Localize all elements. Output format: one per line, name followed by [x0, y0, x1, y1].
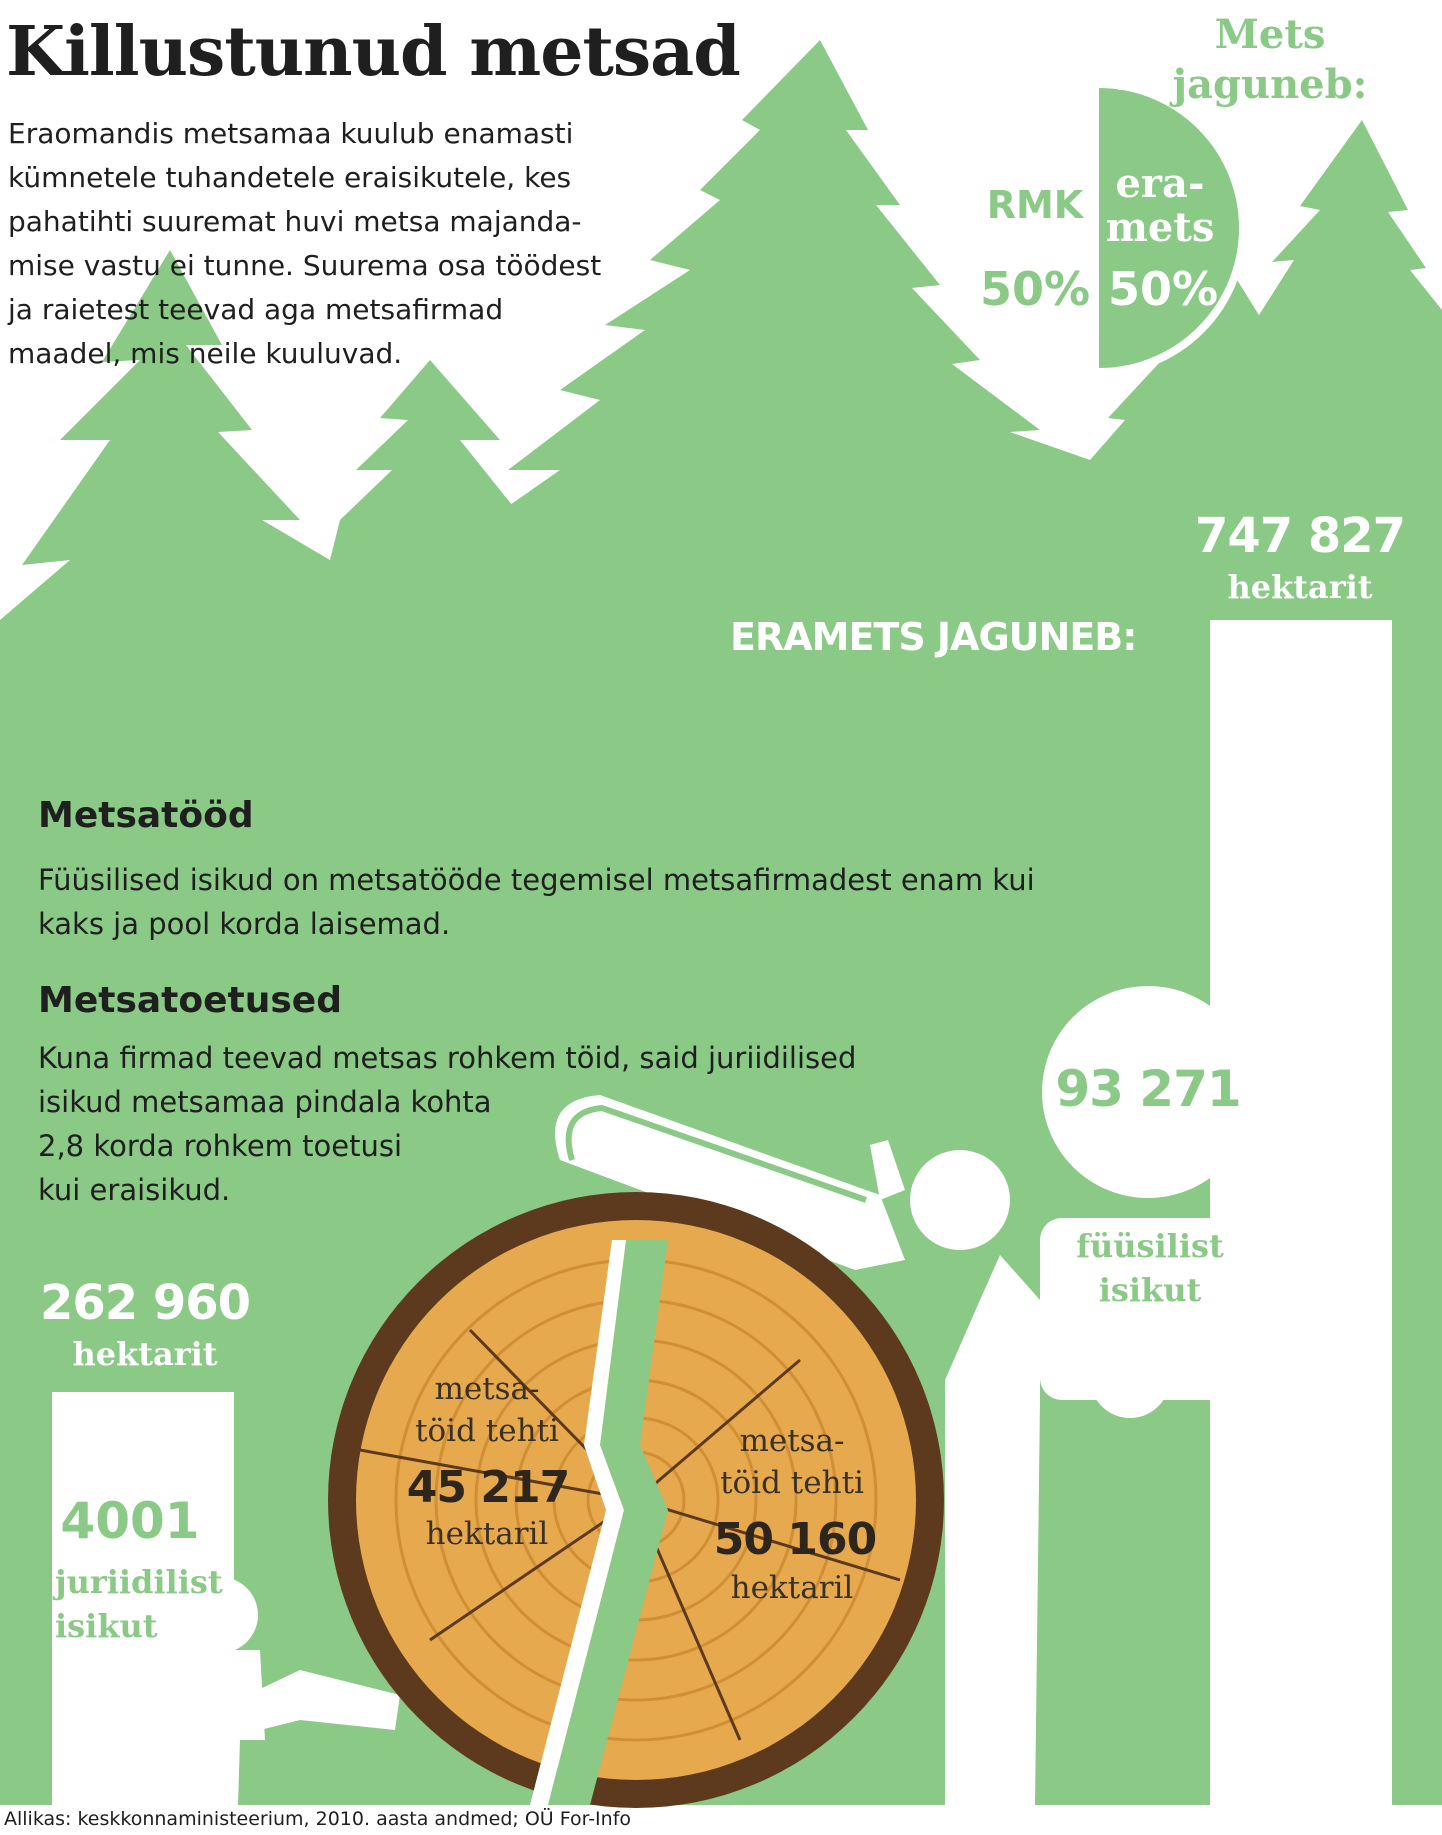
natural-owners-label-line: füüsilist	[1076, 1227, 1224, 1265]
natural-worked-label-line: metsa-	[739, 1423, 845, 1459]
natural-hectares: 747 827	[1194, 508, 1406, 564]
intro-line: mise vastu ei tunne. Suurema osa töödest	[8, 249, 602, 282]
metsatoetused-heading: Metsatoetused	[38, 980, 342, 1021]
legal-worked-label-line: metsa-	[434, 1371, 540, 1407]
natural-owners-count: 93 271	[1055, 1060, 1241, 1118]
legal-owners-label-line: isikut	[55, 1607, 158, 1645]
bar-natural-persons-notch	[1124, 1565, 1176, 1805]
split-label-line: Mets	[1214, 11, 1326, 58]
bar-natural-persons	[1210, 620, 1392, 1805]
intro-line: pahatihti suuremat huvi metsa majanda-	[8, 205, 582, 238]
metsatoetused-line: 2,8 korda rohkem toetusi	[38, 1129, 403, 1163]
natural-worked-label	[692, 1420, 892, 1504]
legal-hectares: 262 960	[39, 1275, 251, 1331]
pie-eramets-name-line: era-	[1115, 160, 1205, 207]
metsatood-line: kaks ja pool korda laisemad.	[38, 907, 451, 941]
legal-worked-unit: hektaril	[425, 1516, 549, 1552]
legal-owners-label	[55, 1560, 255, 1648]
metsatood-heading: Metsatööd	[38, 795, 254, 836]
split-label	[1150, 10, 1390, 110]
metsatood-text	[38, 858, 1198, 946]
natural-owners-label-line: isikut	[1098, 1271, 1202, 1309]
intro-line: Eraomandis metsamaa kuulub enamasti	[8, 117, 574, 150]
pie-rmk-value: 50%	[979, 262, 1091, 316]
legal-worked-label-line: töid tehti	[415, 1413, 559, 1449]
metsatoetused-line: isikud metsamaa pindala kohta	[38, 1085, 492, 1119]
legal-owners-count: 4001	[60, 1492, 200, 1550]
natural-worked-value: 50 160	[713, 1514, 877, 1565]
legal-worked-value: 45 217	[406, 1462, 570, 1513]
private-forest-heading: ERAMETS JAGUNEB:	[730, 615, 1137, 659]
intro-text	[8, 112, 718, 376]
natural-worked-unit: hektaril	[730, 1570, 854, 1606]
legal-hectares-unit: hektarit	[72, 1335, 218, 1373]
intro-line: ja raietest teevad aga metsafirmad	[8, 293, 504, 326]
legal-worked-label	[392, 1368, 582, 1452]
pie-eramets-name-line: mets	[1105, 204, 1215, 251]
metsatoetused-text	[38, 1036, 998, 1212]
pie-rmk-name: RMK	[986, 183, 1084, 227]
intro-line: maadel, mis neile kuuluvad.	[8, 337, 403, 370]
pie-eramets-value: 50%	[1107, 262, 1219, 316]
natural-owners-label	[1060, 1224, 1240, 1312]
natural-hectares-unit: hektarit	[1227, 568, 1373, 606]
split-label-line: jaguneb:	[1172, 61, 1368, 108]
metsatood-line: Füüsilised isikud on metsatööde tegemisel metsafirmadest enam kui	[38, 863, 1035, 897]
source-note: Allikas: keskkonnaministeerium, 2010. aasta andmed; OÜ For-Info	[4, 1808, 632, 1830]
metsatoetused-line: kui eraisikud.	[38, 1173, 231, 1207]
natural-worked-label-line: töid tehti	[720, 1465, 864, 1501]
metsatoetused-line: Kuna firmad teevad metsas rohkem töid, said juriidilised	[38, 1041, 857, 1075]
intro-line: kümnetele tuhandetele eraisikutele, kes	[8, 161, 572, 194]
page-title: Killustunud metsad	[6, 12, 740, 92]
legal-owners-label-line: juriidilist	[55, 1563, 223, 1601]
pie-eramets-name	[1100, 162, 1220, 250]
